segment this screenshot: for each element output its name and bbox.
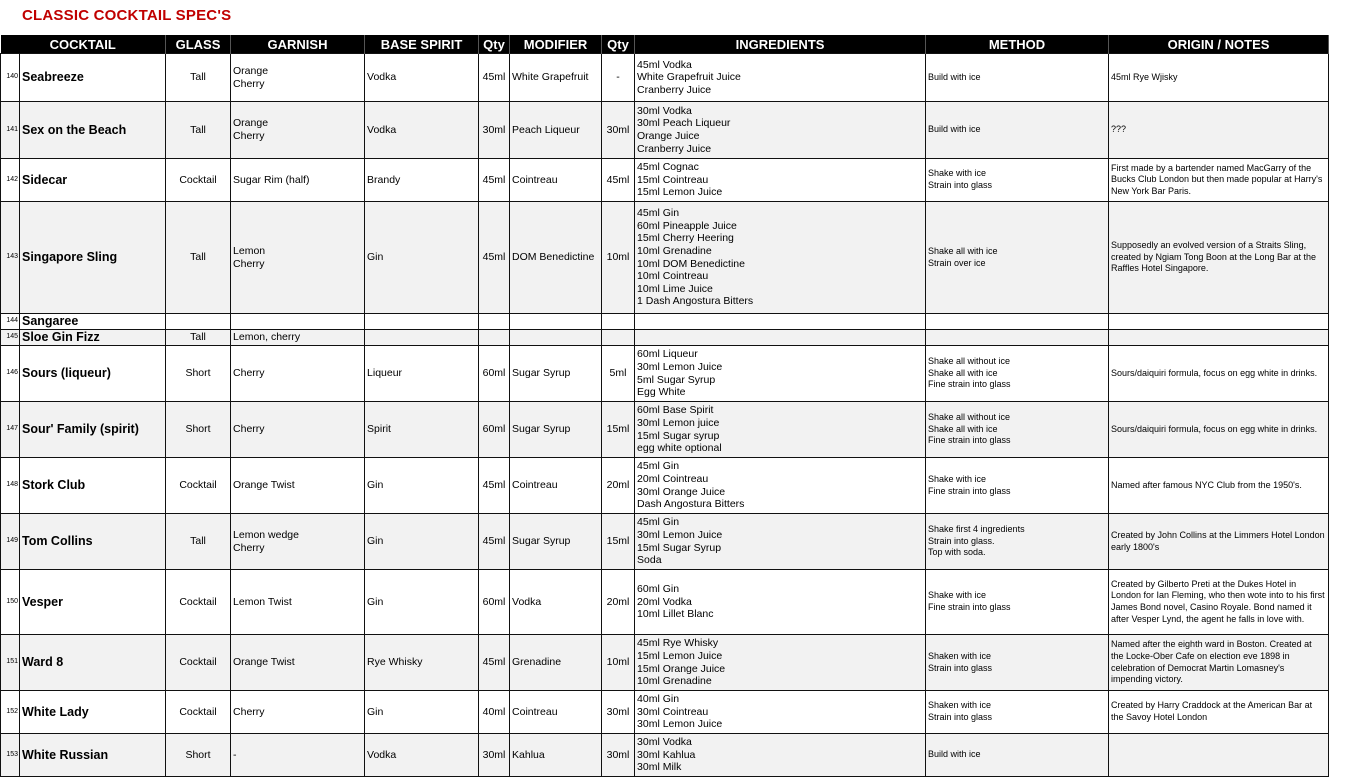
modifier-cell[interactable]: Cointreau bbox=[510, 159, 602, 202]
base-spirit-cell[interactable]: Gin bbox=[365, 514, 479, 570]
method-cell[interactable] bbox=[926, 734, 1109, 777]
glass-cell[interactable]: Short bbox=[166, 402, 231, 458]
modifier-qty-cell[interactable]: 15ml bbox=[602, 514, 635, 570]
empty-cell bbox=[1329, 330, 1361, 346]
origin-notes-cell[interactable]: Sours/daiquiri formula, focus on egg white in drinks. bbox=[1109, 346, 1329, 402]
method-cell-line: Strain into glass bbox=[928, 662, 993, 673]
modifier-cell[interactable] bbox=[510, 330, 602, 346]
garnish-cell[interactable] bbox=[231, 159, 365, 202]
base-spirit-cell[interactable] bbox=[365, 330, 479, 346]
method-cell-line: Shake first 4 ingredients bbox=[928, 524, 1025, 535]
ingredients-cell[interactable] bbox=[635, 402, 926, 458]
ingredients-cell-line: 30ml Peach Liqueur bbox=[637, 117, 731, 130]
ingredients-cell-line: White Grapefruit Juice bbox=[637, 71, 741, 84]
glass-cell[interactable]: Cocktail bbox=[166, 458, 231, 514]
modifier-qty-cell[interactable] bbox=[602, 330, 635, 346]
garnish-cell-line: Cherry bbox=[233, 423, 265, 436]
method-cell[interactable] bbox=[926, 330, 1109, 346]
ingredients-cell-line: 15ml Sugar Syrup bbox=[637, 541, 722, 554]
base-spirit-cell[interactable]: Gin bbox=[365, 458, 479, 514]
empty-cell bbox=[1329, 514, 1361, 570]
base-spirit-cell[interactable] bbox=[365, 314, 479, 330]
empty-cell bbox=[1329, 570, 1361, 635]
ingredients-cell[interactable] bbox=[635, 570, 926, 635]
empty-cell bbox=[1329, 458, 1361, 514]
method-cell-line: Build with ice bbox=[928, 71, 981, 82]
modifier-qty-cell[interactable]: 10ml bbox=[602, 202, 635, 314]
modifier-cell[interactable]: Sugar Syrup bbox=[510, 514, 602, 570]
method-cell-line: Shake all without ice bbox=[928, 412, 1011, 423]
garnish-cell[interactable] bbox=[231, 314, 365, 330]
ingredients-cell-line: 60ml Base Spirit bbox=[637, 404, 714, 417]
modifier-qty-cell[interactable]: 30ml bbox=[602, 102, 635, 159]
glass-cell[interactable]: Tall bbox=[166, 330, 231, 346]
garnish-cell-line: Sugar Rim (half) bbox=[233, 173, 310, 186]
origin-notes-cell[interactable]: 45ml Rye Wjisky bbox=[1109, 54, 1329, 102]
ingredients-cell-line: 15ml Lemon Juice bbox=[637, 186, 723, 199]
modifier-qty-cell[interactable]: - bbox=[602, 54, 635, 102]
base-spirit-cell[interactable]: Liqueur bbox=[365, 346, 479, 402]
qty-cell[interactable]: 60ml bbox=[479, 402, 510, 458]
ingredients-cell-line: 45ml Gin bbox=[637, 207, 680, 220]
modifier-cell[interactable] bbox=[510, 314, 602, 330]
method-cell-line: Strain into glass bbox=[928, 712, 993, 722]
method-cell[interactable] bbox=[926, 102, 1109, 159]
ingredients-cell-line: Cranberry Juice bbox=[637, 83, 712, 96]
origin-notes-cell[interactable]: Created by Gilberto Preti at the Dukes Hotel in London for Ian Fleming, who then wote into to his first James Bond novel, Casino Royale. Bond named it after Vesper Lynd, the agent he falls in love with. bbox=[1109, 570, 1329, 635]
header-empty bbox=[1329, 35, 1361, 54]
method-cell[interactable] bbox=[926, 402, 1109, 458]
qty-cell[interactable]: 60ml bbox=[479, 570, 510, 635]
row-number[interactable]: 149 bbox=[1, 514, 20, 570]
row-number[interactable]: 148 bbox=[1, 458, 20, 514]
ingredients-cell-line: Soda bbox=[637, 554, 662, 567]
empty-cell bbox=[1329, 102, 1361, 159]
ingredients-cell-line: 20ml Vodka bbox=[637, 595, 692, 608]
ingredients-cell-line: 15ml Lemon Juice bbox=[637, 649, 723, 662]
glass-cell[interactable]: Tall bbox=[166, 202, 231, 314]
glass-cell[interactable] bbox=[166, 314, 231, 330]
garnish-cell-line: Cherry bbox=[233, 77, 265, 90]
glass-cell[interactable]: Short bbox=[166, 346, 231, 402]
method-cell-line: Fine strain into glass bbox=[928, 602, 1011, 612]
header-modifier[interactable]: MODIFIER bbox=[510, 35, 602, 54]
ingredients-cell-line: 30ml Kahlua bbox=[637, 748, 696, 761]
empty-cell bbox=[1329, 635, 1361, 691]
qty-cell[interactable] bbox=[479, 314, 510, 330]
glass-cell[interactable]: Cocktail bbox=[166, 635, 231, 691]
method-cell-line: Shaken with ice bbox=[928, 650, 992, 661]
ingredients-cell-line: 30ml Orange Juice bbox=[637, 485, 726, 498]
ingredients-cell[interactable] bbox=[635, 458, 926, 514]
method-cell-line: Strain over ice bbox=[928, 257, 986, 268]
ingredients-cell-line: 30ml Vodka bbox=[637, 736, 692, 749]
ingredients-cell-line: 10ml Lime Juice bbox=[637, 282, 713, 295]
origin-notes-cell[interactable]: Created by John Collins at the Limmers Hotel London early 1800's bbox=[1109, 514, 1329, 570]
modifier-qty-cell[interactable]: 20ml bbox=[602, 458, 635, 514]
table-row[interactable] bbox=[1, 514, 1361, 570]
garnish-cell[interactable] bbox=[231, 330, 365, 346]
cocktail-spec-table bbox=[0, 35, 1361, 777]
garnish-cell-line: Lemon Twist bbox=[233, 595, 292, 608]
cocktail-name-cell[interactable]: Sour' Family (spirit) bbox=[20, 402, 166, 458]
row-number[interactable]: 146 bbox=[1, 346, 20, 402]
ingredients-cell-line: 10ml Lillet Blanc bbox=[637, 608, 714, 621]
ingredients-cell-line: 45ml Gin bbox=[637, 460, 680, 473]
empty-cell bbox=[1329, 346, 1361, 402]
table-row[interactable] bbox=[1, 691, 1361, 734]
qty-cell[interactable]: 45ml bbox=[479, 202, 510, 314]
method-cell-line: Shake with ice bbox=[928, 473, 987, 484]
empty-cell bbox=[1329, 314, 1361, 330]
empty-cell bbox=[1329, 691, 1361, 734]
ingredients-cell-line: 5ml Sugar Syrup bbox=[637, 373, 716, 386]
garnish-cell[interactable] bbox=[231, 691, 365, 734]
method-cell[interactable] bbox=[926, 314, 1109, 330]
garnish-cell-line: Cherry bbox=[233, 130, 265, 142]
origin-notes-cell[interactable]: Supposedly an evolved version of a Straits Sling, created by Ngiam Tong Boon at the Long Bar at the Raffles Hotel Singapore. bbox=[1109, 202, 1329, 314]
ingredients-cell[interactable] bbox=[635, 102, 926, 159]
table-row[interactable] bbox=[1, 402, 1361, 458]
garnish-cell-line: Orange Twist bbox=[233, 656, 295, 669]
origin-notes-cell[interactable] bbox=[1109, 330, 1329, 346]
header-qty[interactable]: Qty bbox=[479, 35, 510, 54]
row-number[interactable]: 144 bbox=[1, 314, 20, 330]
garnish-cell-line: Lemon wedge bbox=[233, 528, 299, 541]
garnish-cell-line: Orange bbox=[233, 117, 269, 130]
base-spirit-cell[interactable]: Gin bbox=[365, 570, 479, 635]
row-number[interactable]: 142 bbox=[1, 159, 20, 202]
glass-cell[interactable]: Cocktail bbox=[166, 159, 231, 202]
ingredients-cell-line: 10ml Grenadine bbox=[637, 244, 712, 257]
modifier-qty-cell[interactable]: 20ml bbox=[602, 570, 635, 635]
base-spirit-cell[interactable]: Brandy bbox=[365, 159, 479, 202]
ingredients-cell[interactable] bbox=[635, 734, 926, 777]
table-row[interactable] bbox=[1, 330, 1361, 346]
modifier-qty-cell[interactable]: 10ml bbox=[602, 635, 635, 691]
base-spirit-cell[interactable]: Spirit bbox=[365, 402, 479, 458]
method-cell[interactable] bbox=[926, 691, 1109, 734]
garnish-cell-line: Cherry bbox=[233, 705, 265, 718]
garnish-cell[interactable] bbox=[231, 635, 365, 691]
ingredients-cell[interactable] bbox=[635, 514, 926, 570]
garnish-cell[interactable] bbox=[231, 102, 365, 159]
ingredients-cell-line: 30ml Lemon juice bbox=[637, 416, 720, 429]
ingredients-cell[interactable] bbox=[635, 54, 926, 102]
qty-cell[interactable] bbox=[479, 330, 510, 346]
method-cell-line: Top with soda. bbox=[928, 547, 986, 558]
garnish-cell[interactable] bbox=[231, 346, 365, 402]
ingredients-cell-line: 45ml Rye Whisky bbox=[637, 637, 719, 650]
qty-cell[interactable]: 45ml bbox=[479, 635, 510, 691]
table-row[interactable] bbox=[1, 458, 1361, 514]
modifier-cell[interactable]: Cointreau bbox=[510, 458, 602, 514]
row-number[interactable]: 151 bbox=[1, 635, 20, 691]
garnish-cell[interactable] bbox=[231, 570, 365, 635]
ingredients-cell-line: 10ml DOM Benedictine bbox=[637, 257, 745, 270]
header-base-spirit[interactable]: BASE SPIRIT bbox=[365, 35, 479, 54]
garnish-cell-line: Lemon, cherry bbox=[233, 331, 301, 344]
ingredients-cell-line: 30ml Lemon Juice bbox=[637, 528, 723, 541]
modifier-cell[interactable]: DOM Benedictine bbox=[510, 202, 602, 314]
ingredients-cell[interactable] bbox=[635, 159, 926, 202]
qty-cell[interactable]: 45ml bbox=[479, 514, 510, 570]
method-cell[interactable] bbox=[926, 514, 1109, 570]
origin-notes-cell[interactable] bbox=[1109, 734, 1329, 777]
garnish-cell[interactable] bbox=[231, 514, 365, 570]
modifier-cell[interactable]: Vodka bbox=[510, 570, 602, 635]
garnish-cell-line: Cherry bbox=[233, 367, 265, 380]
modifier-cell[interactable]: Peach Liqueur bbox=[510, 102, 602, 159]
garnish-cell[interactable] bbox=[231, 202, 365, 314]
row-number[interactable]: 147 bbox=[1, 402, 20, 458]
method-cell[interactable] bbox=[926, 635, 1109, 691]
glass-cell[interactable]: Short bbox=[166, 734, 231, 777]
row-number[interactable]: 152 bbox=[1, 691, 20, 734]
empty-cell bbox=[1329, 159, 1361, 202]
cocktail-name-cell[interactable]: White Lady bbox=[20, 691, 166, 734]
qty-cell[interactable]: 30ml bbox=[479, 102, 510, 159]
modifier-qty-cell[interactable]: 5ml bbox=[602, 346, 635, 402]
cocktail-name-cell[interactable]: Ward 8 bbox=[20, 635, 166, 691]
glass-cell[interactable]: Cocktail bbox=[166, 691, 231, 734]
qty-cell[interactable]: 45ml bbox=[479, 159, 510, 202]
method-cell-line: Build with ice bbox=[928, 124, 981, 135]
garnish-cell[interactable] bbox=[231, 54, 365, 102]
method-cell-line: Shake with ice bbox=[928, 168, 987, 179]
method-cell-line: Shake with ice bbox=[928, 590, 987, 601]
garnish-cell-line: - bbox=[233, 748, 237, 761]
modifier-qty-cell[interactable]: 45ml bbox=[602, 159, 635, 202]
modifier-cell[interactable]: White Grapefruit bbox=[510, 54, 602, 102]
header-row bbox=[1, 35, 1361, 54]
ingredients-cell[interactable] bbox=[635, 330, 926, 346]
empty-cell bbox=[1329, 734, 1361, 777]
ingredients-cell-line: 15ml Cherry Heering bbox=[637, 232, 734, 245]
ingredients-cell-line: 60ml Gin bbox=[637, 583, 680, 596]
cocktail-name-cell[interactable]: Sex on the Beach bbox=[20, 102, 166, 159]
ingredients-cell-line: 15ml Sugar syrup bbox=[637, 429, 720, 442]
modifier-cell[interactable]: Sugar Syrup bbox=[510, 402, 602, 458]
cocktail-name-cell[interactable]: White Russian bbox=[20, 734, 166, 777]
ingredients-cell[interactable] bbox=[635, 346, 926, 402]
origin-notes-cell[interactable] bbox=[1109, 314, 1329, 330]
garnish-cell-line: Cherry bbox=[233, 257, 265, 270]
method-cell-line: Build with ice bbox=[928, 749, 981, 760]
table-row[interactable] bbox=[1, 734, 1361, 777]
cocktail-name-cell[interactable]: Seabreeze bbox=[20, 54, 166, 102]
header-qty-modifier[interactable]: Qty bbox=[602, 35, 635, 54]
ingredients-cell-line: 60ml Pineapple Juice bbox=[637, 219, 737, 232]
base-spirit-cell[interactable]: Vodka bbox=[365, 734, 479, 777]
header-method[interactable]: METHOD bbox=[926, 35, 1109, 54]
qty-cell[interactable]: 40ml bbox=[479, 691, 510, 734]
ingredients-cell-line: 30ml Cointreau bbox=[637, 705, 709, 718]
glass-cell[interactable]: Tall bbox=[166, 54, 231, 102]
method-cell-line: Shake all with ice bbox=[928, 423, 998, 434]
modifier-cell[interactable]: Sugar Syrup bbox=[510, 346, 602, 402]
method-cell[interactable] bbox=[926, 202, 1109, 314]
table-row[interactable] bbox=[1, 314, 1361, 330]
base-spirit-cell[interactable]: Vodka bbox=[365, 54, 479, 102]
row-number[interactable]: 145 bbox=[1, 330, 20, 346]
modifier-qty-cell[interactable]: 30ml bbox=[602, 734, 635, 777]
glass-cell[interactable]: Cocktail bbox=[166, 570, 231, 635]
glass-cell[interactable]: Tall bbox=[166, 102, 231, 159]
origin-notes-cell[interactable]: Sours/daiquiri formula, focus on egg white in drinks. bbox=[1109, 402, 1329, 458]
ingredients-cell-line: Egg White bbox=[637, 386, 686, 399]
base-spirit-cell[interactable]: Rye Whisky bbox=[365, 635, 479, 691]
ingredients-cell-line: Orange Juice bbox=[637, 130, 700, 142]
ingredients-cell-line: 45ml Cognac bbox=[637, 161, 699, 174]
method-cell-line: Shake all with ice bbox=[928, 245, 998, 256]
header-garnish[interactable]: GARNISH bbox=[231, 35, 365, 54]
origin-notes-cell[interactable]: Created by Harry Craddock at the American Bar at the Savoy Hotel London bbox=[1109, 691, 1329, 734]
cocktail-name-cell[interactable]: Vesper bbox=[20, 570, 166, 635]
empty-cell bbox=[1329, 402, 1361, 458]
garnish-cell[interactable] bbox=[231, 458, 365, 514]
origin-notes-cell[interactable]: Named after the eighth ward in Boston. Created at the Locke-Ober Cafe on election eve 1898 in celebration of Democrat Martin Lomasney's impending victory. bbox=[1109, 635, 1329, 691]
ingredients-cell-line: 30ml Lemon Juice bbox=[637, 360, 723, 373]
ingredients-cell-line: 30ml Milk bbox=[637, 761, 682, 774]
garnish-cell[interactable] bbox=[231, 402, 365, 458]
ingredients-cell-line: 30ml Vodka bbox=[637, 104, 692, 117]
row-number[interactable]: 141 bbox=[1, 102, 20, 159]
qty-cell[interactable]: 60ml bbox=[479, 346, 510, 402]
table-row[interactable] bbox=[1, 202, 1361, 314]
base-spirit-cell[interactable]: Gin bbox=[365, 202, 479, 314]
ingredients-cell-line: 45ml Gin bbox=[637, 516, 680, 529]
empty-cell bbox=[1329, 54, 1361, 102]
origin-notes-cell[interactable]: First made by a bartender named MacGarry of the Bucks Club London but then made popular at Harry's New York Bar Paris. bbox=[1109, 159, 1329, 202]
ingredients-cell[interactable] bbox=[635, 691, 926, 734]
qty-cell[interactable]: 30ml bbox=[479, 734, 510, 777]
modifier-qty-cell[interactable]: 30ml bbox=[602, 691, 635, 734]
method-cell[interactable] bbox=[926, 159, 1109, 202]
qty-cell[interactable]: 45ml bbox=[479, 54, 510, 102]
table-row[interactable] bbox=[1, 346, 1361, 402]
ingredients-cell-line: 10ml Grenadine bbox=[637, 675, 712, 688]
method-cell-line: Fine strain into glass bbox=[928, 435, 1011, 446]
ingredients-cell-line: Dash Angostura Bitters bbox=[637, 498, 745, 511]
method-cell-line: Shake all with ice bbox=[928, 367, 998, 378]
method-cell[interactable] bbox=[926, 570, 1109, 635]
garnish-cell-line: Cherry bbox=[233, 541, 265, 554]
method-cell-line: Shake all without ice bbox=[928, 356, 1011, 367]
header-glass[interactable]: GLASS bbox=[166, 35, 231, 54]
header-origin-notes[interactable]: ORIGIN / NOTES bbox=[1109, 35, 1329, 54]
method-cell[interactable] bbox=[926, 54, 1109, 102]
table-row[interactable] bbox=[1, 635, 1361, 691]
glass-cell[interactable]: Tall bbox=[166, 514, 231, 570]
ingredients-cell-line: 60ml Liqueur bbox=[637, 348, 698, 361]
modifier-qty-cell[interactable]: 15ml bbox=[602, 402, 635, 458]
sheet-title: CLASSIC COCKTAIL SPEC'S bbox=[22, 7, 232, 24]
cocktail-name-cell[interactable]: Sidecar bbox=[20, 159, 166, 202]
cocktail-name-cell[interactable]: Singapore Sling bbox=[20, 202, 166, 314]
ingredients-cell-line: 40ml Gin bbox=[637, 693, 680, 706]
ingredients-cell-line: 20ml Cointreau bbox=[637, 472, 709, 485]
origin-notes-cell[interactable]: Named after famous NYC Club from the 1950's. bbox=[1109, 458, 1329, 514]
table-row[interactable] bbox=[1, 570, 1361, 635]
modifier-qty-cell[interactable] bbox=[602, 314, 635, 330]
ingredients-cell-line: Cranberry Juice bbox=[637, 142, 712, 155]
base-spirit-cell[interactable]: Vodka bbox=[365, 102, 479, 159]
table-row[interactable] bbox=[1, 102, 1361, 159]
ingredients-cell-line: 15ml Cointreau bbox=[637, 173, 709, 186]
method-cell[interactable] bbox=[926, 458, 1109, 514]
ingredients-cell-line: 45ml Vodka bbox=[637, 58, 692, 71]
base-spirit-cell[interactable]: Gin bbox=[365, 691, 479, 734]
garnish-cell-line: Orange Twist bbox=[233, 479, 295, 492]
cocktail-name-cell[interactable]: Tom Collins bbox=[20, 514, 166, 570]
method-cell[interactable] bbox=[926, 346, 1109, 402]
method-cell-line: Fine strain into glass bbox=[928, 485, 1011, 496]
ingredients-cell[interactable] bbox=[635, 202, 926, 314]
modifier-cell[interactable]: Grenadine bbox=[510, 635, 602, 691]
ingredients-cell-line: 1 Dash Angostura Bitters bbox=[637, 295, 754, 308]
ingredients-cell[interactable] bbox=[635, 635, 926, 691]
garnish-cell-line: Orange bbox=[233, 64, 269, 77]
method-cell-line: Strain into glass. bbox=[928, 535, 995, 546]
cocktail-name-cell[interactable]: Sloe Gin Fizz bbox=[20, 330, 166, 346]
row-number[interactable]: 143 bbox=[1, 202, 20, 314]
ingredients-cell-line: egg white optional bbox=[637, 442, 722, 455]
garnish-cell-line: Lemon bbox=[233, 244, 266, 257]
ingredients-cell-line: 10ml Cointreau bbox=[637, 270, 709, 283]
garnish-cell[interactable] bbox=[231, 734, 365, 777]
header-cocktail[interactable]: COCKTAIL bbox=[1, 35, 166, 54]
modifier-cell[interactable]: Kahlua bbox=[510, 734, 602, 777]
ingredients-cell[interactable] bbox=[635, 314, 926, 330]
method-cell-line: Fine strain into glass bbox=[928, 379, 1011, 390]
ingredients-cell-line: 30ml Lemon Juice bbox=[637, 718, 723, 731]
empty-cell bbox=[1329, 202, 1361, 314]
method-cell-line: Strain into glass bbox=[928, 180, 993, 190]
origin-notes-cell[interactable]: ??? bbox=[1109, 102, 1329, 159]
header-ingredients[interactable]: INGREDIENTS bbox=[635, 35, 926, 54]
row-number[interactable]: 140 bbox=[1, 54, 20, 102]
table-row[interactable] bbox=[1, 159, 1361, 202]
row-number[interactable]: 153 bbox=[1, 734, 20, 777]
cocktail-name-cell[interactable]: Stork Club bbox=[20, 458, 166, 514]
qty-cell[interactable]: 45ml bbox=[479, 458, 510, 514]
table-row[interactable] bbox=[1, 54, 1361, 102]
ingredients-cell-line: 15ml Orange Juice bbox=[637, 662, 726, 675]
cocktail-name-cell[interactable]: Sangaree bbox=[20, 314, 166, 330]
cocktail-name-cell[interactable]: Sours (liqueur) bbox=[20, 346, 166, 402]
method-cell-line: Shaken with ice bbox=[928, 700, 992, 711]
row-number[interactable]: 150 bbox=[1, 570, 20, 635]
modifier-cell[interactable]: Cointreau bbox=[510, 691, 602, 734]
